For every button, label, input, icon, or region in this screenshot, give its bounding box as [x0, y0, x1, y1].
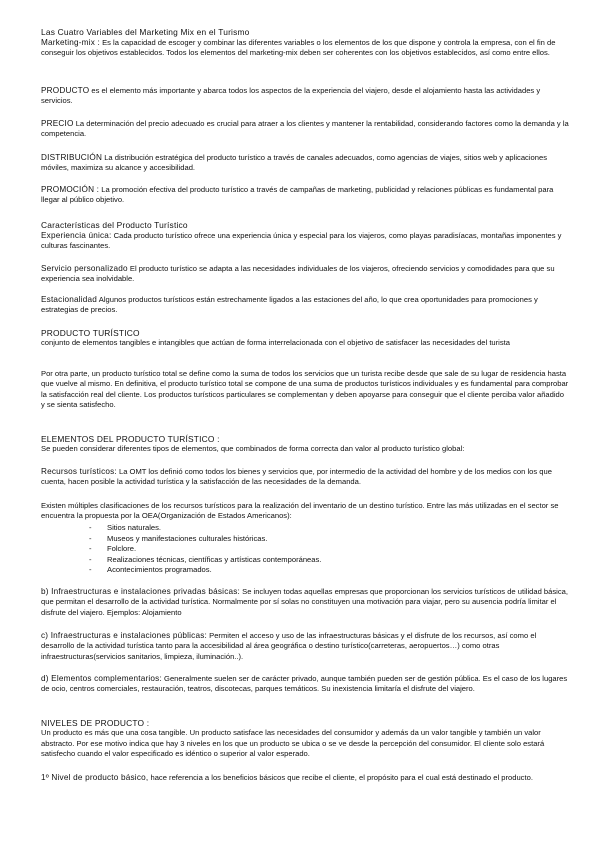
producto-turistico-heading: PRODUCTO TURÍSTICO: [41, 328, 140, 338]
precio-text: La determinación del precio adecuado es crucial para atraer a los clientes y mantener la rentabilidad, considerando factores como la demanda y la competencia.: [41, 119, 569, 139]
document-title: Las Cuatro Variables del Marketing Mix en el Turismo: [41, 27, 250, 37]
infra-publicas-paragraph: [41, 631, 569, 662]
bullet-marker: -: [89, 533, 92, 543]
experiencia-text: Cada producto turístico ofrece una experiencia única y especial para los viajeros, como playas paradisíacas, montañas imponentes y culturas fascinantes.: [41, 231, 562, 251]
estacionalidad-label: Estacionalidad: [41, 295, 98, 304]
niveles-heading: NIVELES DE PRODUCTO :: [41, 718, 150, 728]
recursos-label: Recursos turísticos:: [41, 467, 117, 476]
list-item: - Sitios naturales.: [89, 523, 162, 532]
niveles-text: Un producto es más que una cosa tangible. Un producto satisface las necesidades del consumidor y además da un valor tangible y también un valor abstracto. Por ese motivo indica que hay 3 niveles en los que un producto se ubica o se ve desde la percepción del consumidor. El cliente solo estará satisfecho cuando el valor especificado es idéntico o superior al valor esperado.: [41, 728, 545, 759]
elementos-text: Se pueden considerar diferentes tipos de elementos, que combinados de forma correcta dan valor al producto turístico global:: [41, 444, 465, 454]
servicio-label: Servicio personalizado: [41, 264, 128, 273]
elementos-paragraph: [41, 434, 569, 455]
bullet-marker: -: [89, 554, 92, 564]
infra-publicas-text: Permiten el acceso y uso de las infraestructuras básicas y el disfrute de los recursos, así como el desarrollo de la actividad turística tanto para la accesibilidad al área geográfica o destino turístico(carreteras, aeropuertos…) como otras infraestructuras(servicios sanitarios, limpieza, iluminación..).: [41, 631, 537, 661]
clasificaciones-paragraph: Existen múltiples clasificaciones de los recursos turísticos para la realización del inventario de un destino turístico. Entre las más utilizadas en el sector se encuentra la propuesta por la OEA(Organización de Estados Americanos):: [41, 501, 559, 521]
distribucion-label: DISTRIBUCIÓN: [41, 153, 103, 162]
recursos-paragraph: [41, 467, 569, 488]
promocion-text: La promoción efectiva del producto turístico a través de campañas de marketing, publicidad y relaciones públicas es fundamental para llegar al público objetivo.: [41, 185, 554, 205]
producto-total-paragraph: Por otra parte, un producto turístico total se define como la suma de todos los servicios que un turista recibe desde que sale de su lugar de residencia hasta que vuelve al mismo. En definitiva, el producto turístico total se compone de una suma de productos turísticos individuales y es fundamental para comprobar la satisfacción real del cliente. Los productos turísticos particulares se complementan y deben apoyarse para conseguir que el cliente perciba valor añadido y se sienta satisfecho.: [41, 369, 569, 410]
infra-publicas-label: c) Infraestructuras e instalaciones públicas:: [41, 631, 208, 640]
experiencia-label: Experiencia única:: [41, 231, 112, 240]
servicio-text: El producto turístico se adapta a las necesidades individuales de los viajeros, ofreciendo servicios y comodidades para que su experiencia sea inolvidable.: [41, 264, 555, 284]
recursos-bullet-list: [41, 523, 569, 576]
infra-privadas-paragraph: [41, 587, 569, 618]
estacionalidad-paragraph: [41, 295, 569, 316]
estacionalidad-text: Algunos productos turísticos están estrechamente ligados a las estaciones del año, lo que crea oportunidades para promociones y estrategias de precios.: [41, 295, 538, 315]
bullet-marker: -: [89, 544, 92, 554]
bullet-marker: -: [89, 523, 92, 532]
list-item: - Folclore.: [89, 544, 137, 554]
bullet-marker: -: [89, 565, 92, 575]
producto-text: es el elemento más importante y abarca todos los aspectos de la experiencia del viajero, desde el alojamiento hasta las actividades y servicios.: [41, 86, 541, 106]
infra-privadas-text: Se incluyen todas aquellas empresas que proporcionan los servicios turísticos de utilidad básica, que permitan el desarrollo de la actividad turística. Normalmente por sí solas no constituyen una motivación para viajar, pero su ausencia podría limitar el disfrute del viajero. Ejemplos: Alojamiento: [41, 587, 568, 617]
promocion-paragraph: [41, 185, 569, 206]
promocion-label: PROMOCIÓN :: [41, 185, 100, 194]
marketing-mix-text: Es la capacidad de escoger y combinar las diferentes variables o los elementos de los que dispone y controla la empresa, con el fin de conseguir los objetivos establecidos. Todos los elementos del marketing-mix deben ser coherentes con los objetivos establecidos, así como entre ellos.: [41, 38, 556, 58]
complementarios-label: d) Elementos complementarios:: [41, 674, 162, 683]
producto-turistico-paragraph: [41, 328, 569, 349]
producto-label: PRODUCTO: [41, 86, 90, 95]
recursos-text: La OMT los definió como todos los bienes y servicios que, por intermedio de la actividad del hombre y de los medios con los que cuenta, hacen posible la actividad turística y la satisfacción de las necesidades de la demanda.: [41, 467, 552, 487]
list-item: - Museos y manifestaciones culturales históricas.: [89, 533, 268, 543]
elementos-heading: ELEMENTOS DEL PRODUCTO TURÍSTICO :: [41, 434, 220, 444]
list-item: - Realizaciones técnicas, científicas y artísticas contemporáneas.: [89, 554, 322, 564]
infra-privadas-label: b) Infraestructuras e instalaciones privadas básicas:: [41, 587, 241, 596]
nivel-basico-label: 1º Nivel de producto básico,: [41, 773, 149, 782]
list-item: - Acontecimientos programados.: [89, 565, 212, 575]
niveles-paragraph: [41, 718, 569, 760]
precio-paragraph: [41, 119, 569, 140]
producto-paragraph: [41, 86, 569, 107]
producto-turistico-text: conjunto de elementos tangibles e intangibles que actúan de forma interrelacionada con el objetivo de satisfacer las necesidades del turista: [41, 338, 510, 348]
marketing-mix-label: Marketing-mix :: [41, 38, 100, 47]
experiencia-paragraph: [41, 231, 569, 252]
caracteristicas-heading: Características del Producto Turístico: [41, 220, 188, 230]
precio-label: PRECIO: [41, 119, 74, 128]
nivel-basico-text: hace referencia a los beneficios básicos que recibe el cliente, el propósito para el cual está destinado el producto.: [148, 773, 533, 782]
complementarios-paragraph: [41, 674, 569, 695]
servicio-paragraph: [41, 264, 569, 285]
complementarios-text: Generalmente suelen ser de carácter privado, aunque también pueden ser de gestión pública. Es el caso de los lugares de ocio, centros comerciales, restauración, teatros, discotecas, parques temáticos. Su inexistencia limitaría el disfrute del viajero.: [41, 674, 568, 694]
distribucion-text: La distribución estratégica del producto turístico a través de canales adecuados, como agencias de viajes, sitios web y aplicaciones móviles, maximiza su alcance y accesibilidad.: [41, 153, 547, 173]
distribucion-paragraph: [41, 153, 569, 174]
marketing-mix-paragraph: [41, 38, 569, 59]
nivel-basico-paragraph: [41, 773, 569, 783]
